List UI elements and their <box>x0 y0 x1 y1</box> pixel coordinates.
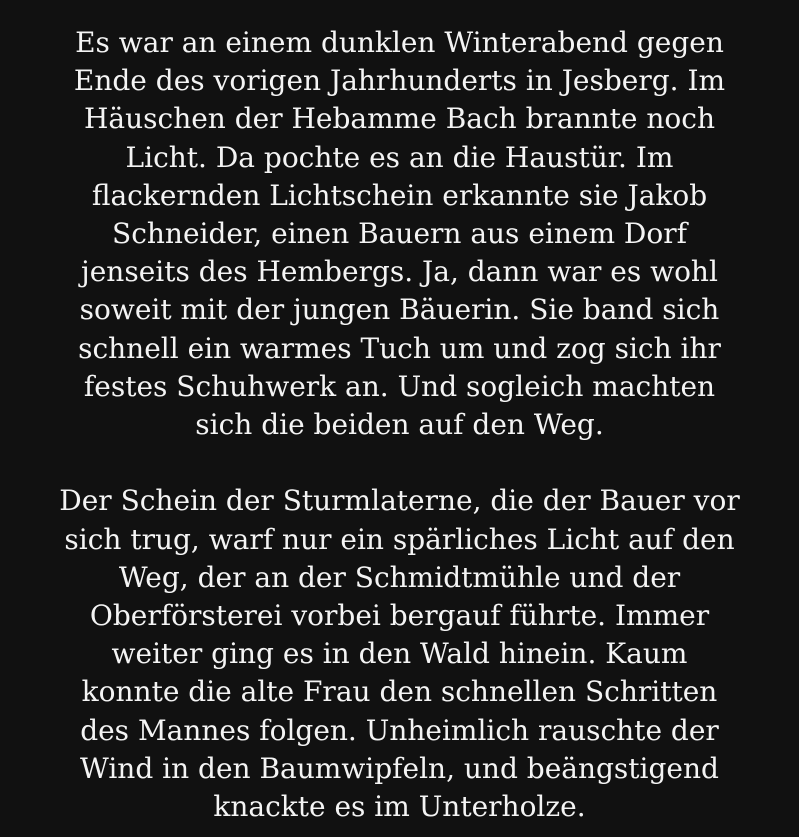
paragraph-gap <box>32 444 767 482</box>
text-line: flackernden Lichtschein erkannte sie Jakob <box>91 178 708 212</box>
text-line: jenseits des Hembergs. Ja, dann war es wohl <box>81 255 718 289</box>
text-line: schnell ein warmes Tuch um und zog sich ihr <box>78 331 721 365</box>
text-line: Schneider, einen Bauern aus einem Dorf <box>112 217 687 251</box>
text-line: Weg, der an der Schmidtmühle und der <box>118 560 681 594</box>
paragraph-2 <box>32 482 767 826</box>
text-line: Licht. Da pochte es an die Haustür. Im <box>125 140 674 174</box>
text-line: sich trug, warf nur ein spärliches Licht auf den <box>64 522 735 556</box>
text-line: Es war an einem dunklen Winterabend gegen <box>75 26 724 59</box>
text-line: Der Schein der Sturmlaterne, die der Bauer vor <box>59 484 740 518</box>
text-line: festes Schuhwerk an. Und sogleich machten <box>83 369 716 403</box>
story-text <box>0 24 799 826</box>
text-line: weiter ging es in den Wald hinein. Kaum <box>111 637 688 671</box>
paragraph-1 <box>32 24 767 444</box>
text-line: Ende des vorigen Jahrhunderts in Jesberg. Im <box>73 64 726 98</box>
text-line: konnte die alte Frau den schnellen Schritten <box>81 675 718 709</box>
text-line: sich die beiden auf den Weg. <box>195 408 604 442</box>
text-line: des Mannes folgen. Unheimlich rauschte der <box>80 713 719 747</box>
text-line: Oberförsterei vorbei bergauf führte. Immer <box>89 599 710 633</box>
text-line: knackte es im Unterholze. <box>213 790 586 824</box>
text-line: soweit mit der jungen Bäuerin. Sie band sich <box>79 293 720 327</box>
text-line: Wind in den Baumwipfeln, und beängstigend <box>80 751 719 785</box>
text-line: Häuschen der Hebamme Bach brannte noch <box>84 102 715 136</box>
